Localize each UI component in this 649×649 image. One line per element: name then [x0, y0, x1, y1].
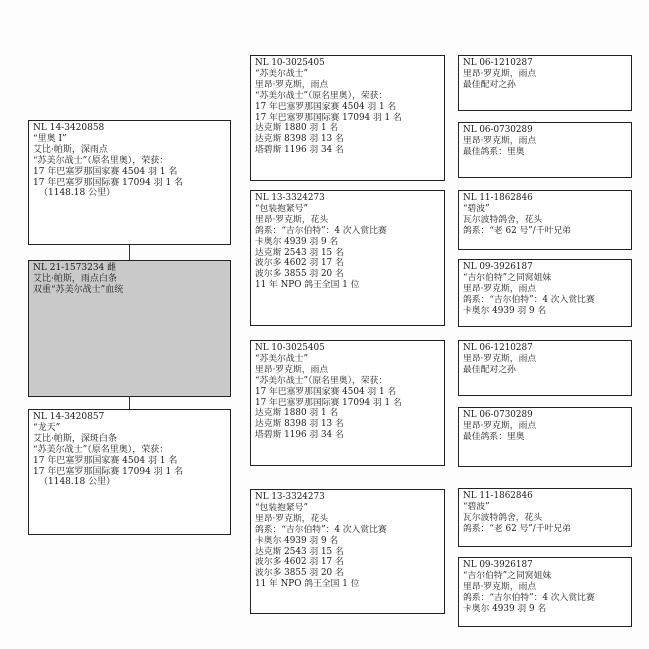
gen4-box-8: [458, 557, 632, 627]
subject-box: [28, 260, 231, 397]
dam-dam-line: 鸽系：“吉尔伯特”：4 次入赏比赛: [255, 524, 387, 535]
dam-line: NL 14-3420857: [33, 412, 105, 422]
sire-sire-line: NL 10-3025405: [255, 58, 325, 68]
sire-line: NL 14-3420858: [33, 123, 105, 133]
dam-line: 17 年巴塞罗那国际赛 17094 羽 1 名: [33, 466, 184, 477]
subject-line: NL 21-1573234 雌: [33, 263, 117, 273]
dam-dam-line: 11 年 NPO 鸽王全国 1 位: [255, 579, 360, 590]
dam-sire-line: 达克斯 8398 羽 13 名: [255, 419, 344, 430]
gen4-line: “吉尔伯特”之同窝姐妹: [463, 570, 552, 581]
gen4-line: 鸽系：“吉尔伯特”：4 次入赏比赛: [463, 294, 595, 305]
subject-line: 双重“苏美尔战士”血统: [33, 284, 124, 295]
sire-line: 艾比·帕斯，深雨点: [33, 144, 108, 155]
gen4-line: NL 11-1862846: [463, 193, 533, 203]
dam-sire-line: “苏美尔战士”: [255, 353, 308, 364]
dam-sire-line: 17 年巴塞罗那国际赛 17094 羽 1 名: [255, 397, 402, 408]
sire-line: “苏美尔战士”（原名里奥），荣获：: [33, 155, 169, 166]
sire-dam-line: NL 13-3324273: [255, 193, 325, 203]
gen4-line: 里昂·罗克斯，雨点: [463, 581, 537, 592]
connector-subject-dam: [129, 396, 130, 410]
gen4-box-2: [458, 122, 632, 178]
dam-line: 17 年巴塞罗那国家赛 4504 羽 1 名: [33, 455, 178, 466]
dam-dam-line: 卡奥尔 4939 羽 9 名: [255, 535, 339, 546]
gen4-line: 里昂·罗克斯，雨点: [463, 68, 537, 79]
gen4-line: 鸽系：“老 62 号”/千叶兄弟: [463, 523, 571, 534]
dam-box: [28, 409, 231, 535]
sire-sire-line: 17 年巴塞罗那国家赛 4504 羽 1 名: [255, 101, 397, 112]
gen4-line: “碧波”: [463, 501, 490, 512]
sire-line: （1148.18 公里）: [39, 188, 116, 199]
gen4-line: 最佳配对之孙: [463, 364, 516, 375]
dam-dam-line: “包装抱紧号”: [255, 502, 308, 513]
dam-sire-line: 17 年巴塞罗那国家赛 4504 羽 1 名: [255, 386, 397, 397]
connector-sire-subject: [129, 244, 130, 260]
sire-dam-line: 11 年 NPO 鸽王全国 1 位: [255, 280, 360, 291]
gen4-box-5: [458, 340, 632, 396]
dam-line: “苏美尔战士”（原名里奥），荣获：: [33, 444, 169, 455]
gen4-line: 鸽系：“吉尔伯特”：4 次入赏比赛: [463, 592, 595, 603]
sire-dam-line: 里昂·罗克斯，花头: [255, 214, 329, 225]
dam-dam-line: 波尔多 3855 羽 20 名: [255, 568, 344, 579]
sire-sire-line: 里昂·罗克斯，雨点: [255, 79, 329, 90]
gen4-line: 瓦尔波特鸽舍，花头: [463, 214, 543, 225]
sire-sire-line: “苏美尔战士”: [255, 68, 308, 79]
sire-box: [28, 120, 231, 245]
gen4-line: 里昂·罗克斯，雨点: [463, 353, 537, 364]
dam-dam-box: [250, 489, 445, 614]
dam-sire-box: [250, 340, 445, 466]
sire-sire-line: 达克斯 1880 羽 1 名: [255, 123, 339, 134]
gen4-line: 里昂·罗克斯，雨点: [463, 420, 537, 431]
dam-sire-line: NL 10-3025405: [255, 343, 325, 353]
gen4-line: NL 06-0730289: [463, 410, 533, 420]
sire-sire-line: 塔碧斯 1196 羽 34 名: [255, 145, 344, 156]
dam-sire-line: “苏美尔战士”（原名里奥），荣获：: [255, 375, 388, 386]
gen4-line: 最佳鸽系：里奥: [463, 146, 525, 157]
sire-dam-box: [250, 190, 445, 326]
sire-dam-line: 达克斯 2543 羽 15 名: [255, 247, 344, 258]
gen4-line: 里昂·罗克斯，雨点: [463, 283, 537, 294]
gen4-line: 瓦尔波特鸽舍，花头: [463, 512, 543, 523]
gen4-line: 卡奥尔 4939 羽 9 名: [463, 603, 547, 614]
gen4-box-6: [458, 407, 632, 467]
gen4-box-3: [458, 190, 632, 250]
sire-line: “里奥 I”: [33, 133, 67, 144]
gen4-line: NL 11-1862846: [463, 491, 533, 501]
gen4-line: NL 06-1210287: [463, 343, 533, 353]
gen4-line: 里昂·罗克斯，雨点: [463, 135, 537, 146]
gen4-line: NL 09-3926187: [463, 262, 533, 272]
dam-sire-line: 达克斯 1880 羽 1 名: [255, 408, 339, 419]
dam-sire-line: 里昂·罗克斯，雨点: [255, 364, 329, 375]
sire-sire-line: 达克斯 8398 羽 13 名: [255, 134, 344, 145]
gen4-box-7: [458, 488, 632, 547]
gen4-line: “吉尔伯特”之同窝姐妹: [463, 272, 552, 283]
dam-line: “龙天”: [33, 422, 61, 433]
sire-dam-line: 卡奥尔 4939 羽 9 名: [255, 236, 339, 247]
sire-dam-line: “包装抱紧号”: [255, 203, 308, 214]
gen4-line: 鸽系：“老 62 号”/千叶兄弟: [463, 225, 571, 236]
dam-dam-line: 波尔多 4602 羽 17 名: [255, 557, 344, 568]
sire-sire-line: 17 年巴塞罗那国际赛 17094 羽 1 名: [255, 112, 402, 123]
gen4-line: NL 06-0730289: [463, 125, 533, 135]
gen4-line: 最佳配对之孙: [463, 79, 516, 90]
sire-line: 17 年巴塞罗那国家赛 4504 羽 1 名: [33, 166, 178, 177]
dam-line: （1148.18 公里）: [39, 477, 116, 488]
gen4-box-4: [458, 259, 632, 327]
gen4-box-1: [458, 55, 632, 111]
gen4-line: 卡奥尔 4939 羽 9 名: [463, 305, 547, 316]
dam-line: 艾比·帕斯，深斑白条: [33, 433, 117, 444]
gen4-line: 最佳鸽系：里奥: [463, 431, 525, 442]
sire-sire-line: “苏美尔战士”（原名里奥），荣获：: [255, 90, 388, 101]
dam-sire-line: 塔碧斯 1196 羽 34 名: [255, 430, 344, 441]
gen4-line: NL 06-1210287: [463, 58, 533, 68]
dam-dam-line: 达克斯 2543 羽 15 名: [255, 546, 344, 557]
subject-line: 艾比·帕斯，雨点白条: [33, 273, 117, 284]
sire-sire-box: [250, 55, 445, 181]
dam-dam-line: 里昂·罗克斯，花头: [255, 513, 329, 524]
gen4-line: NL 09-3926187: [463, 560, 533, 570]
gen4-line: “碧波”: [463, 203, 490, 214]
dam-dam-line: NL 13-3324273: [255, 492, 325, 502]
sire-dam-line: 鸽系：“吉尔伯特”：4 次入赏比赛: [255, 225, 387, 236]
sire-dam-line: 波尔多 3855 羽 20 名: [255, 269, 344, 280]
sire-dam-line: 波尔多 4602 羽 17 名: [255, 258, 344, 269]
sire-line: 17 年巴塞罗那国际赛 17094 羽 1 名: [33, 177, 184, 188]
